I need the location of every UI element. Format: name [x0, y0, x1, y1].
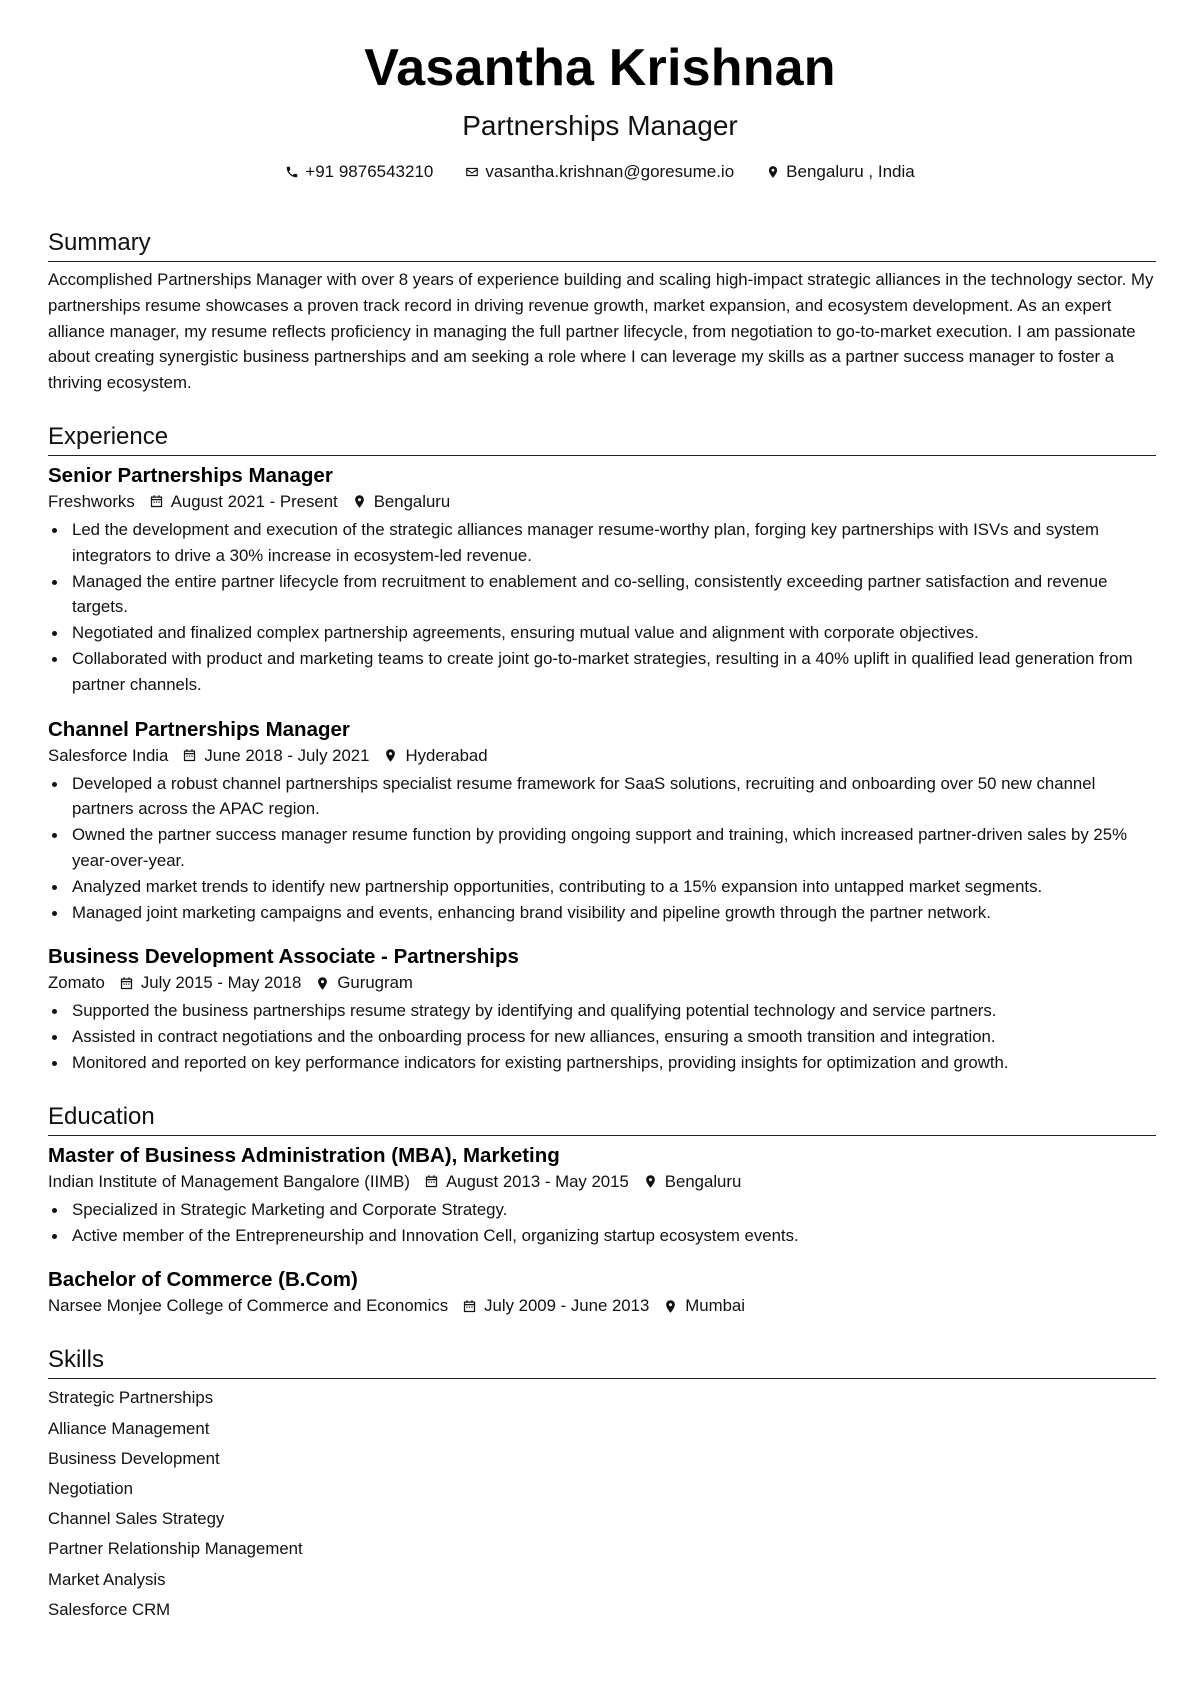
list-item: Active member of the Entrepreneurship and Innovation Cell, organizing startup ecosystem events. — [48, 1223, 1156, 1249]
contact-email — [465, 162, 734, 182]
job-bullets — [48, 998, 1156, 1075]
summary-section — [48, 228, 1156, 396]
list-item: Monitored and reported on key performance indicators for existing partnerships, providing insights for optimization and growth. — [48, 1050, 1156, 1076]
map-pin-icon — [383, 748, 398, 763]
list-item: Analyzed market trends to identify new partnership opportunities, contributing to a 15% expansion into untapped market segments. — [48, 874, 1156, 900]
education-location-text: Mumbai — [685, 1296, 745, 1316]
job-location — [315, 970, 413, 996]
job-meta — [48, 743, 1156, 769]
job-dates-text: July 2015 - May 2018 — [140, 973, 302, 993]
degree-title: Bachelor of Commerce (B.Com) — [48, 1268, 358, 1292]
skill-item: Channel Sales Strategy — [48, 1509, 225, 1529]
job-location — [383, 743, 487, 769]
skill-item: Business Development — [48, 1448, 220, 1468]
job-bullets — [48, 517, 1156, 698]
education-meta — [48, 1293, 1156, 1319]
skill-item: Market Analysis — [48, 1569, 166, 1589]
education-dates-text: August 2013 - May 2015 — [445, 1171, 629, 1191]
calendar-icon — [119, 976, 134, 991]
contact-bar — [0, 162, 1200, 182]
contact-location — [766, 162, 915, 182]
list-item: Owned the partner success manager resume function by providing ongoing support and training, which increased partner-driven sales by 25% year-over-year. — [48, 822, 1156, 874]
degree-title: Master of Business Administration (MBA), Marketing — [48, 1143, 560, 1167]
section-heading-summary: Summary — [48, 228, 1156, 262]
job-title: Senior Partnerships Manager — [48, 463, 333, 487]
experience-entry — [48, 462, 1156, 698]
education-entry — [48, 1266, 1156, 1319]
candidate-name: Vasantha Krishnan — [364, 39, 836, 97]
list-item: Collaborated with product and marketing teams to create joint go-to-market strategies, resulting in a 40% uplift in qualified lead generation from partner channels. — [48, 646, 1156, 698]
skills-section — [48, 1345, 1156, 1625]
job-location-text: Gurugram — [337, 973, 413, 993]
calendar-icon — [424, 1174, 439, 1189]
section-heading-education: Education — [48, 1102, 1156, 1136]
calendar-icon — [462, 1299, 477, 1314]
education-location-text: Bengaluru — [664, 1171, 742, 1191]
job-dates — [149, 489, 338, 515]
job-meta — [48, 489, 1156, 515]
education-dates — [424, 1169, 629, 1195]
education-meta — [48, 1169, 1156, 1195]
experience-section — [48, 422, 1156, 1076]
map-pin-icon — [663, 1299, 678, 1314]
list-item: Assisted in contract negotiations and the onboarding process for new alliances, ensuring a smooth transition and integration. — [48, 1024, 1156, 1050]
experience-entry — [48, 716, 1156, 926]
candidate-title: Partnerships Manager — [462, 110, 738, 141]
map-pin-icon — [352, 494, 367, 509]
list-item: Led the development and execution of the strategic alliances manager resume-worthy plan, forging key partnerships with ISVs and system integrators to drive a 30% increase in ecosystem-led revenue. — [48, 517, 1156, 569]
education-bullets — [48, 1197, 1156, 1249]
job-location — [352, 489, 451, 515]
list-item: Supported the business partnerships resume strategy by identifying and qualifying potential technology and service partners. — [48, 998, 1156, 1024]
location-text: Bengaluru , India — [786, 162, 915, 181]
company-name: Salesforce India — [48, 745, 169, 765]
skill-item: Negotiation — [48, 1478, 133, 1498]
job-dates — [182, 743, 369, 769]
section-heading-skills: Skills — [48, 1345, 1156, 1379]
calendar-icon — [182, 748, 197, 763]
calendar-icon — [149, 494, 164, 509]
list-item: Managed joint marketing campaigns and events, enhancing brand visibility and pipeline growth through the partner network. — [48, 900, 1156, 926]
education-entry — [48, 1142, 1156, 1249]
map-pin-icon — [643, 1174, 658, 1189]
list-item: Managed the entire partner lifecycle from recruitment to enablement and co-selling, consistently exceeding partner satisfaction and revenue targets. — [48, 569, 1156, 621]
summary-text: Accomplished Partnerships Manager with over 8 years of experience building and scaling high-impact strategic alliances in the technology sector. My partnerships resume showcases a proven track record in driving revenue growth, market expansion, and ecosystem development. As an expert alliance manager, my resume reflects proficiency in managing the full partner lifecycle, from negotiation to go-to-market execution. I am passionate about creating synergistic business partnerships and am seeking a role where I can leverage my skills as a partner success manager to foster a thriving ecosystem. — [48, 270, 1154, 393]
experience-entry — [48, 943, 1156, 1075]
skill-item: Salesforce CRM — [48, 1599, 171, 1619]
list-item: Developed a robust channel partnerships specialist resume framework for SaaS solutions, recruiting and onboarding over 50 new channel partners across the APAC region. — [48, 771, 1156, 823]
list-item: Specialized in Strategic Marketing and Corporate Strategy. — [48, 1197, 1156, 1223]
job-dates — [119, 970, 301, 996]
job-dates-text: August 2021 - Present — [170, 491, 338, 511]
skills-list — [48, 1383, 1156, 1625]
company-name: Freshworks — [48, 491, 135, 511]
job-bullets — [48, 771, 1156, 926]
phone-icon — [285, 165, 299, 179]
section-heading-experience: Experience — [48, 422, 1156, 456]
education-dates — [462, 1293, 649, 1319]
envelope-icon — [465, 165, 479, 179]
job-meta — [48, 970, 1156, 996]
map-pin-icon — [766, 165, 780, 179]
job-location-text: Bengaluru — [373, 491, 451, 511]
map-pin-icon — [315, 976, 330, 991]
education-location — [643, 1169, 742, 1195]
list-item: Negotiated and finalized complex partnership agreements, ensuring mutual value and alignment with corporate objectives. — [48, 620, 1156, 646]
school-name: Narsee Monjee College of Commerce and Economics — [48, 1296, 449, 1316]
resume-body — [48, 228, 1156, 1625]
education-section — [48, 1102, 1156, 1320]
phone-text: +91 9876543210 — [305, 162, 434, 181]
company-name: Zomato — [48, 973, 105, 993]
skill-item: Strategic Partnerships — [48, 1388, 214, 1408]
job-title: Channel Partnerships Manager — [48, 717, 350, 741]
skill-item: Partner Relationship Management — [48, 1539, 303, 1559]
school-name: Indian Institute of Management Bangalore (IIMB) — [48, 1171, 410, 1191]
education-dates-text: July 2009 - June 2013 — [484, 1296, 650, 1316]
email-text: vasantha.krishnan@goresume.io — [485, 162, 735, 181]
job-location-text: Hyderabad — [405, 745, 488, 765]
skill-item: Alliance Management — [48, 1418, 210, 1438]
job-dates-text: June 2018 - July 2021 — [204, 745, 370, 765]
job-title: Business Development Associate - Partnerships — [48, 945, 519, 969]
education-location — [663, 1293, 745, 1319]
contact-phone — [285, 162, 433, 182]
